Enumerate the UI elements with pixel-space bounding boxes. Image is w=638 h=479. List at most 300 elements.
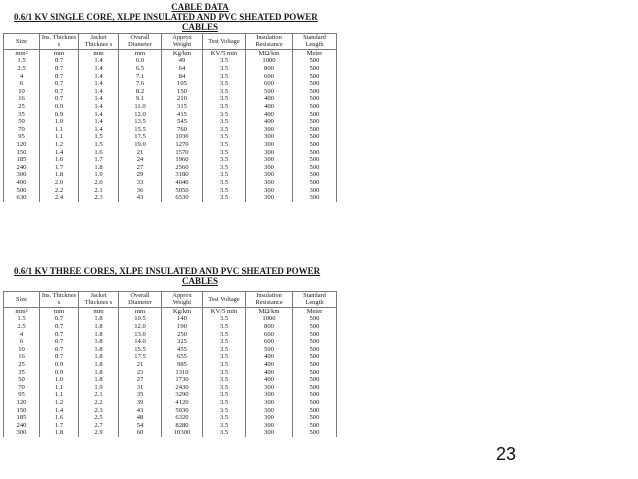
table-cell: 17.5 xyxy=(119,353,162,361)
table-cell: 1.8 xyxy=(79,338,119,346)
table-cell: 0.7 xyxy=(40,65,79,73)
table-cell: 500 xyxy=(293,414,337,422)
table-cell: 500 xyxy=(293,65,337,73)
table-row xyxy=(4,407,337,415)
table-cell: 1570 xyxy=(162,149,203,157)
unit-cell: mm² xyxy=(4,307,40,315)
table-cell: 500 xyxy=(293,126,337,134)
table-cell: 3.5 xyxy=(203,126,246,134)
table-cell: 3.5 xyxy=(203,171,246,179)
table-cell: 500 xyxy=(293,331,337,339)
table-cell: 140 xyxy=(162,315,203,323)
table-cell: 300 xyxy=(246,384,293,392)
table-cell: 600 xyxy=(246,80,293,88)
table-cell: 1.4 xyxy=(79,111,119,119)
page-number: 23 xyxy=(496,444,517,464)
table-cell: 300 xyxy=(246,156,293,164)
table-cell: 500 xyxy=(246,346,293,354)
table-cell: 500 xyxy=(293,353,337,361)
unit-cell: mm² xyxy=(4,49,40,57)
table-cell: 64 xyxy=(162,65,203,73)
table-cell: 1.1 xyxy=(40,126,79,134)
table-cell: 2.2 xyxy=(79,399,119,407)
table-cell: 1.8 xyxy=(79,369,119,377)
table-row xyxy=(4,164,337,172)
unit-cell: KV/5 min xyxy=(203,307,246,315)
table-cell: 300 xyxy=(246,171,293,179)
column-header: Size xyxy=(4,292,40,308)
unit-cell: mm xyxy=(119,307,162,315)
column-header: Standard Length xyxy=(293,34,337,50)
table-cell: 3180 xyxy=(162,171,203,179)
column-header: Jacket Thicknes s xyxy=(79,292,119,308)
table-cell: 1730 xyxy=(162,376,203,384)
table-cell: 0.7 xyxy=(40,331,79,339)
table-cell: 6 xyxy=(4,338,40,346)
table-cell: 190 xyxy=(162,323,203,331)
table-cell: 500 xyxy=(293,141,337,149)
table-cell: 1.4 xyxy=(40,407,79,415)
table-cell: 1.4 xyxy=(79,88,119,96)
table-cell: 0.7 xyxy=(40,88,79,96)
table-cell: 500 xyxy=(293,399,337,407)
table-row xyxy=(4,141,337,149)
column-header: Ins. Thicknes s xyxy=(40,292,79,308)
table-cell: 500 xyxy=(293,149,337,157)
table-cell: 3.5 xyxy=(203,80,246,88)
table-cell: 500 xyxy=(293,103,337,111)
table-cell: 1030 xyxy=(162,133,203,141)
table-cell: 8280 xyxy=(162,422,203,430)
table-cell: 240 xyxy=(4,164,40,172)
table-cell: 250 xyxy=(162,331,203,339)
unit-cell: Meter xyxy=(293,307,337,315)
table-cell: 1.5 xyxy=(4,315,40,323)
table-cell: 600 xyxy=(246,338,293,346)
table-cell: 500 xyxy=(4,187,40,195)
table-cell: 2.5 xyxy=(4,323,40,331)
table-row xyxy=(4,422,337,430)
table-cell: 300 xyxy=(293,194,337,202)
table-cell: 0.9 xyxy=(40,111,79,119)
table-cell: 10 xyxy=(4,346,40,354)
table-row xyxy=(4,391,337,399)
table-row xyxy=(4,338,337,346)
table-cell: 400 xyxy=(246,361,293,369)
table-cell: 16 xyxy=(4,353,40,361)
table-row xyxy=(4,315,337,323)
table-cell: 0.7 xyxy=(40,353,79,361)
table-cell: 1.7 xyxy=(40,164,79,172)
table-cell: 0.9 xyxy=(40,103,79,111)
table-cell: 120 xyxy=(4,141,40,149)
table-cell: 1.5 xyxy=(4,57,40,65)
table-cell: 300 xyxy=(4,429,40,437)
table-cell: 6.5 xyxy=(119,65,162,73)
three-core-title: 0.6/1 KV THREE CORES, XLPE INSULATED AND PVC SHEATED POWER xyxy=(14,266,321,276)
table-cell: 0.9 xyxy=(40,369,79,377)
table-cell: 25 xyxy=(4,361,40,369)
unit-cell: Kg/km xyxy=(162,307,203,315)
table-cell: 10 xyxy=(4,88,40,96)
table-cell: 3.5 xyxy=(203,118,246,126)
table-cell: 400 xyxy=(246,111,293,119)
table-cell: 5050 xyxy=(162,187,203,195)
table-cell: 13.0 xyxy=(119,331,162,339)
table-cell: 21 xyxy=(119,361,162,369)
table-cell: 7.1 xyxy=(119,73,162,81)
table-row xyxy=(4,429,337,437)
units-row xyxy=(4,49,337,57)
table-cell: 1.8 xyxy=(79,376,119,384)
table-cell: 0.9 xyxy=(40,361,79,369)
unit-cell: mm xyxy=(40,307,79,315)
table-cell: 1.8 xyxy=(40,429,79,437)
table-row xyxy=(4,126,337,134)
table-cell: 3.5 xyxy=(203,65,246,73)
table-cell: 500 xyxy=(293,80,337,88)
table-cell: 2560 xyxy=(162,164,203,172)
table-cell: 19.0 xyxy=(119,141,162,149)
table-cell: 3.5 xyxy=(203,323,246,331)
table-cell: 0.7 xyxy=(40,315,79,323)
table-cell: 800 xyxy=(246,323,293,331)
table-cell: 455 xyxy=(162,346,203,354)
table-cell: 3.5 xyxy=(203,346,246,354)
table-cell: 1.8 xyxy=(79,164,119,172)
table-cell: 35 xyxy=(119,391,162,399)
table-cell: 1.2 xyxy=(40,141,79,149)
table-cell: 12.0 xyxy=(119,323,162,331)
table-row xyxy=(4,118,337,126)
table-cell: 300 xyxy=(246,179,293,187)
table-row xyxy=(4,414,337,422)
table-cell: 1270 xyxy=(162,141,203,149)
table-cell: 1.5 xyxy=(79,133,119,141)
table-cell: 14.0 xyxy=(119,338,162,346)
table-cell: 27 xyxy=(119,376,162,384)
table-cell: 500 xyxy=(293,376,337,384)
table-cell: 1.8 xyxy=(79,361,119,369)
table-cell: 3.5 xyxy=(203,95,246,103)
table-cell: 2.0 xyxy=(40,179,79,187)
table-cell: 2.5 xyxy=(79,414,119,422)
table-cell: 60 xyxy=(119,429,162,437)
table-row xyxy=(4,353,337,361)
table-cell: 300 xyxy=(246,133,293,141)
table-row xyxy=(4,179,337,187)
table-row xyxy=(4,187,337,195)
table-cell: 500 xyxy=(293,57,337,65)
table-cell: 23 xyxy=(119,369,162,377)
table-cell: 1000 xyxy=(246,315,293,323)
table-cell: 655 xyxy=(162,353,203,361)
table-cell: 760 xyxy=(162,126,203,134)
column-header: Size xyxy=(4,34,40,50)
table-cell: 1.7 xyxy=(40,422,79,430)
table-cell: 10300 xyxy=(162,429,203,437)
table-cell: 8.2 xyxy=(119,88,162,96)
table-cell: 500 xyxy=(293,346,337,354)
table-cell: 3.5 xyxy=(203,88,246,96)
table-cell: 95 xyxy=(4,391,40,399)
table-cell: 1.4 xyxy=(79,126,119,134)
table-cell: 315 xyxy=(162,103,203,111)
table-cell: 2.1 xyxy=(79,187,119,195)
table-cell: 1.7 xyxy=(79,156,119,164)
table-cell: 600 xyxy=(246,73,293,81)
column-header: Ins. Thicknes s xyxy=(40,34,79,50)
column-header: Insulation Resistance xyxy=(246,292,293,308)
table-cell: 300 xyxy=(246,141,293,149)
table-cell: 9.1 xyxy=(119,95,162,103)
column-header: Insulation Resistance xyxy=(246,34,293,50)
table-row xyxy=(4,376,337,384)
table-cell: 400 xyxy=(246,369,293,377)
table-cell: 2.7 xyxy=(79,422,119,430)
table-cell: 500 xyxy=(293,323,337,331)
table-cell: 500 xyxy=(293,73,337,81)
three-core-title-cont: CABLES xyxy=(181,276,218,286)
table-cell: 1.1 xyxy=(40,391,79,399)
table-row xyxy=(4,95,337,103)
table-cell: 6 xyxy=(4,80,40,88)
table-cell: 4 xyxy=(4,73,40,81)
unit-cell: KV/5 min xyxy=(203,49,246,57)
table-cell: 300 xyxy=(293,187,337,195)
table-cell: 150 xyxy=(4,149,40,157)
table-cell: 2.5 xyxy=(4,65,40,73)
table-cell: 35 xyxy=(4,111,40,119)
table-row xyxy=(4,171,337,179)
table-cell: 300 xyxy=(246,399,293,407)
table-row xyxy=(4,73,337,81)
table-cell: 16 xyxy=(4,95,40,103)
table-cell: 300 xyxy=(246,422,293,430)
table-cell: 500 xyxy=(293,315,337,323)
table-cell: 1.0 xyxy=(40,376,79,384)
table-cell: 2.1 xyxy=(79,391,119,399)
table-cell: 2.9 xyxy=(79,429,119,437)
table-cell: 36 xyxy=(119,187,162,195)
table-cell: 3.5 xyxy=(203,179,246,187)
table-cell: 1.2 xyxy=(40,399,79,407)
unit-cell: mm xyxy=(119,49,162,57)
column-header: Approx Weight xyxy=(162,34,203,50)
table-cell: 545 xyxy=(162,118,203,126)
table-cell: 300 xyxy=(246,194,293,202)
table-cell: 43 xyxy=(119,194,162,202)
table-cell: 500 xyxy=(293,179,337,187)
three-core-cable-table xyxy=(3,291,337,437)
table-cell: 3.5 xyxy=(203,73,246,81)
table-cell: 15.5 xyxy=(119,126,162,134)
table-row xyxy=(4,323,337,331)
table-cell: 35 xyxy=(4,369,40,377)
table-cell: 300 xyxy=(246,126,293,134)
table-cell: 0.7 xyxy=(40,323,79,331)
table-cell: 1.8 xyxy=(79,323,119,331)
column-header: Overall Diameter xyxy=(119,34,162,50)
table-row xyxy=(4,194,337,202)
single-core-title: 0.6/1 KV SINGLE CORE, XLPE INSULATED AND PVC SHEATED POWER xyxy=(14,12,318,22)
table-row xyxy=(4,384,337,392)
cable-data-heading: CABLE DATA xyxy=(171,2,229,12)
table-cell: 54 xyxy=(119,422,162,430)
table-cell: 1.4 xyxy=(79,57,119,65)
table-cell: 800 xyxy=(246,65,293,73)
column-header: Approx Weight xyxy=(162,292,203,308)
table-cell: 70 xyxy=(4,126,40,134)
table-cell: 415 xyxy=(162,111,203,119)
table-cell: 300 xyxy=(246,164,293,172)
table-cell: 3.5 xyxy=(203,353,246,361)
table-cell: 300 xyxy=(246,429,293,437)
table-cell: 500 xyxy=(293,88,337,96)
table-cell: 500 xyxy=(293,429,337,437)
table-cell: 500 xyxy=(293,361,337,369)
table-cell: 400 xyxy=(4,179,40,187)
table-cell: 50 xyxy=(4,118,40,126)
table-cell: 95 xyxy=(4,133,40,141)
table-cell: 1.4 xyxy=(40,149,79,157)
table-cell: 500 xyxy=(293,171,337,179)
table-row xyxy=(4,88,337,96)
table-cell: 105 xyxy=(162,80,203,88)
table-cell: 1.4 xyxy=(79,65,119,73)
table-cell: 12.0 xyxy=(119,111,162,119)
table-cell: 3.5 xyxy=(203,338,246,346)
table-cell: 3.5 xyxy=(203,391,246,399)
table-cell: 3.5 xyxy=(203,141,246,149)
table-cell: 0.7 xyxy=(40,73,79,81)
column-header: Jacket Thicknes s xyxy=(79,34,119,50)
table-cell: 3290 xyxy=(162,391,203,399)
table-cell: 11.0 xyxy=(119,103,162,111)
column-header: Test Voltage xyxy=(203,292,246,308)
table-row xyxy=(4,111,337,119)
table-cell: 1.6 xyxy=(40,414,79,422)
table-row xyxy=(4,133,337,141)
table-cell: 500 xyxy=(293,407,337,415)
table-cell: 3.5 xyxy=(203,156,246,164)
column-header: Test Voltage xyxy=(203,34,246,50)
table-cell: 600 xyxy=(246,331,293,339)
table-cell: 29 xyxy=(119,171,162,179)
table-cell: 50 xyxy=(4,376,40,384)
table-cell: 6530 xyxy=(162,194,203,202)
table-row xyxy=(4,331,337,339)
table-cell: 500 xyxy=(293,369,337,377)
table-cell: 400 xyxy=(246,376,293,384)
table-cell: 1.8 xyxy=(79,331,119,339)
table-cell: 2.0 xyxy=(79,179,119,187)
table-cell: 70 xyxy=(4,384,40,392)
table-cell: 3.5 xyxy=(203,399,246,407)
table-cell: 1.8 xyxy=(79,315,119,323)
table-cell: 48 xyxy=(119,414,162,422)
table-cell: 49 xyxy=(162,57,203,65)
units-row xyxy=(4,307,337,315)
table-cell: 185 xyxy=(4,156,40,164)
table-cell: 3.5 xyxy=(203,149,246,157)
table-cell: 24 xyxy=(119,156,162,164)
table-cell: 3.5 xyxy=(203,57,246,65)
table-cell: 10.5 xyxy=(119,315,162,323)
table-cell: 185 xyxy=(4,414,40,422)
table-cell: 3.5 xyxy=(203,407,246,415)
table-cell: 300 xyxy=(4,171,40,179)
table-row xyxy=(4,399,337,407)
table-cell: 15.5 xyxy=(119,346,162,354)
table-cell: 630 xyxy=(4,194,40,202)
table-cell: 2430 xyxy=(162,384,203,392)
table-cell: 240 xyxy=(4,422,40,430)
table-cell: 3.5 xyxy=(203,111,246,119)
table-cell: 400 xyxy=(246,95,293,103)
table-cell: 17.5 xyxy=(119,133,162,141)
unit-cell: MΩ/km xyxy=(246,307,293,315)
unit-cell: MΩ/km xyxy=(246,49,293,57)
table-cell: 1.6 xyxy=(40,156,79,164)
table-cell: 300 xyxy=(246,149,293,157)
table-cell: 3.5 xyxy=(203,315,246,323)
table-cell: 1.5 xyxy=(79,141,119,149)
table-cell: 3.5 xyxy=(203,376,246,384)
table-cell: 150 xyxy=(4,407,40,415)
table-cell: 5030 xyxy=(162,407,203,415)
table-cell: 300 xyxy=(246,391,293,399)
table-cell: 2.4 xyxy=(40,194,79,202)
table-cell: 300 xyxy=(246,407,293,415)
table-cell: 1.4 xyxy=(79,103,119,111)
table-cell: 210 xyxy=(162,95,203,103)
table-cell: 0.7 xyxy=(40,95,79,103)
table-cell: 1.4 xyxy=(79,95,119,103)
table-cell: 2.2 xyxy=(40,187,79,195)
table-cell: 150 xyxy=(162,88,203,96)
table-row xyxy=(4,57,337,65)
table-cell: 1.9 xyxy=(79,171,119,179)
table-cell: 3.5 xyxy=(203,369,246,377)
table-cell: 325 xyxy=(162,338,203,346)
table-cell: 500 xyxy=(293,338,337,346)
table-cell: 43 xyxy=(119,407,162,415)
table-cell: 1.1 xyxy=(40,133,79,141)
table-cell: 500 xyxy=(293,422,337,430)
table-cell: 33 xyxy=(119,179,162,187)
table-cell: 400 xyxy=(246,118,293,126)
table-header-row xyxy=(4,292,337,308)
table-cell: 1.8 xyxy=(40,171,79,179)
table-header-row xyxy=(4,34,337,50)
table-cell: 120 xyxy=(4,399,40,407)
single-core-title-cont: CABLES xyxy=(181,22,218,32)
table-cell: 0.7 xyxy=(40,338,79,346)
table-cell: 985 xyxy=(162,361,203,369)
table-cell: 500 xyxy=(293,391,337,399)
table-cell: 3.5 xyxy=(203,194,246,202)
table-cell: 1.4 xyxy=(79,73,119,81)
table-cell: 21 xyxy=(119,149,162,157)
single-core-cable-table xyxy=(3,33,337,202)
table-cell: 0.7 xyxy=(40,80,79,88)
table-row xyxy=(4,346,337,354)
table-cell: 84 xyxy=(162,73,203,81)
column-header: Overall Diameter xyxy=(119,292,162,308)
table-row xyxy=(4,149,337,157)
table-cell: 1.8 xyxy=(79,346,119,354)
